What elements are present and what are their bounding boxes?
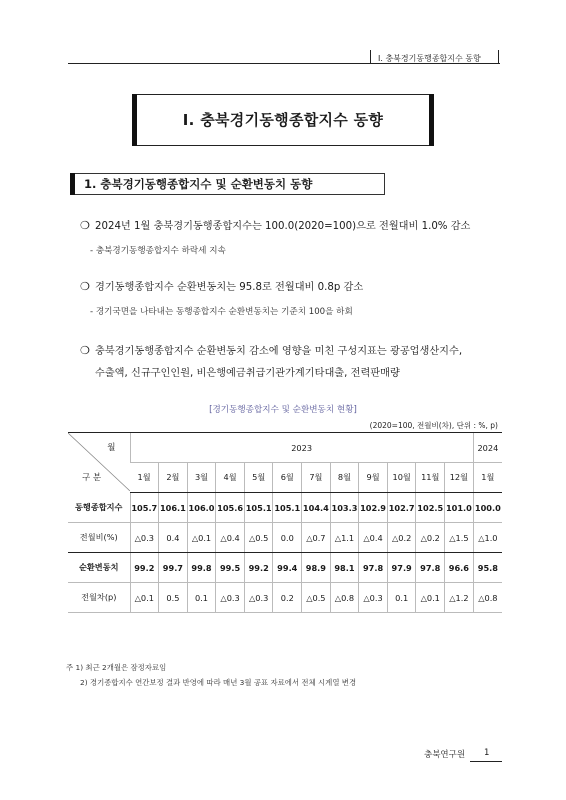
table-cell: △0.4 — [359, 523, 388, 553]
table-row — [68, 493, 502, 523]
bullet-2 — [80, 278, 363, 293]
table-row — [68, 523, 502, 553]
month-header-row — [68, 463, 502, 493]
row-label: 전월비(%) — [68, 523, 130, 553]
table-cell: 101.0 — [445, 493, 474, 523]
month-header: 11월 — [416, 463, 445, 493]
table-cell: △0.5 — [244, 523, 273, 553]
table-cell: △0.8 — [330, 583, 359, 613]
bullet-3-cont: 수출액, 신규구인인원, 비은행예금취급기관가계기타대출, 전력판매량 — [95, 368, 400, 379]
header-rule — [68, 63, 500, 64]
month-header: 1월 — [130, 463, 159, 493]
table-body — [68, 493, 502, 613]
footer-org: 충북연구원 — [424, 750, 466, 760]
note-1: 주 1) 최근 2개월은 잠정자료임 — [66, 663, 167, 672]
table-cell: 99.2 — [244, 553, 273, 583]
month-header: 1월 — [473, 463, 502, 493]
table-cell: 0.5 — [159, 583, 188, 613]
table-cell: △1.1 — [330, 523, 359, 553]
table-cell: 105.1 — [273, 493, 302, 523]
year-header-2024: 2024 — [473, 433, 502, 463]
running-title: Ⅰ. 충북경기동행종합지수 동향 — [378, 54, 481, 63]
month-header: 7월 — [302, 463, 331, 493]
table-cell: 99.2 — [130, 553, 159, 583]
month-header: 4월 — [216, 463, 245, 493]
table-cell: 0.0 — [273, 523, 302, 553]
table-cell: △0.3 — [244, 583, 273, 613]
table-cell: △0.8 — [473, 583, 502, 613]
table-cell: 102.5 — [416, 493, 445, 523]
bullet-3 — [80, 342, 462, 357]
month-header: 12월 — [445, 463, 474, 493]
table-cell: △0.3 — [130, 523, 159, 553]
table-cell: △0.3 — [216, 583, 245, 613]
table-cell: 95.8 — [473, 553, 502, 583]
table-cell: △0.2 — [387, 523, 416, 553]
section-heading: 1. 충북경기동행종합지수 및 순환변동치 동향 — [84, 177, 313, 191]
month-header: 8월 — [330, 463, 359, 493]
year-header-2023: 2023 — [130, 433, 473, 463]
bullet-text: 경기동행종합지수 순환변동치는 95.8로 전월대비 0.8p 감소 — [95, 282, 364, 293]
row-label: 순환변동치 — [68, 553, 130, 583]
table-cell: △0.7 — [302, 523, 331, 553]
table-corner-cell — [68, 433, 130, 493]
table-cell: △0.4 — [216, 523, 245, 553]
bullet-marker: ❍ — [80, 280, 90, 293]
table-cell: 106.1 — [159, 493, 188, 523]
month-header: 9월 — [359, 463, 388, 493]
table-cell: 102.7 — [387, 493, 416, 523]
header-divider-left — [370, 50, 371, 64]
table-cell: 97.8 — [359, 553, 388, 583]
table-cell: 105.1 — [244, 493, 273, 523]
table-cell: 99.8 — [187, 553, 216, 583]
table-cell: △0.1 — [187, 523, 216, 553]
table-row — [68, 583, 502, 613]
table-cell: △0.1 — [416, 583, 445, 613]
corner-category-label: 구 분 — [82, 472, 102, 483]
table-cell: 105.7 — [130, 493, 159, 523]
month-header: 10월 — [387, 463, 416, 493]
bullet-text: 충북경기동행종합지수 순환변동치 감소에 영향을 미친 구성지표는 광공업생산지수, — [95, 346, 463, 357]
row-label: 전월차(p) — [68, 583, 130, 613]
table-cell: 0.1 — [187, 583, 216, 613]
table-cell: △1.0 — [473, 523, 502, 553]
table-unit: (2020=100, 전월비(차), 단위 : %, p) — [369, 421, 498, 430]
table-cell: △1.5 — [445, 523, 474, 553]
table-cell: △0.5 — [302, 583, 331, 613]
table-cell: 102.9 — [359, 493, 388, 523]
table-cell: 97.9 — [387, 553, 416, 583]
table-cell: △0.3 — [359, 583, 388, 613]
month-header: 6월 — [273, 463, 302, 493]
bullet-1-sub: - 충북경기동행종합지수 하락세 지속 — [90, 246, 226, 256]
table-cell: 105.6 — [216, 493, 245, 523]
header-divider-right — [498, 50, 499, 64]
table-cell: △0.1 — [130, 583, 159, 613]
table-cell: 106.0 — [187, 493, 216, 523]
table-cell: △1.2 — [445, 583, 474, 613]
table-cell: △0.2 — [416, 523, 445, 553]
table-cell: 96.6 — [445, 553, 474, 583]
table-cell: 103.3 — [330, 493, 359, 523]
page-number: 1 — [484, 748, 490, 758]
table-cell: 98.9 — [302, 553, 331, 583]
note-2: 2) 경기종합지수 연간보정 결과 반영에 따라 매년 3월 공표 자료에서 전체 시계열 변경 — [80, 678, 357, 687]
footer-rule — [470, 761, 502, 762]
table-cell: 0.1 — [387, 583, 416, 613]
month-header: 3월 — [187, 463, 216, 493]
table-cell: 97.8 — [416, 553, 445, 583]
bullet-text: 2024년 1월 충북경기동행종합지수는 100.0(2020=100)으로 전월대비 1.0% 감소 — [95, 221, 471, 232]
month-header: 2월 — [159, 463, 188, 493]
bullet-1 — [80, 217, 470, 232]
corner-month-label: 월 — [107, 443, 116, 453]
page-title: Ⅰ. 충북경기동행종합지수 동향 — [182, 111, 384, 129]
table-row — [68, 553, 502, 583]
table-cell: 0.4 — [159, 523, 188, 553]
section-heading-bar — [70, 173, 75, 195]
table-cell: 99.5 — [216, 553, 245, 583]
table-cell: 99.7 — [159, 553, 188, 583]
month-header: 5월 — [244, 463, 273, 493]
table-cell: 98.1 — [330, 553, 359, 583]
table-cell: 100.0 — [473, 493, 502, 523]
row-label: 동행종합지수 — [68, 493, 130, 523]
table-cell: 0.2 — [273, 583, 302, 613]
bullet-marker: ❍ — [80, 344, 90, 357]
table-cell: 99.4 — [273, 553, 302, 583]
bullet-marker: ❍ — [80, 219, 90, 232]
bullet-2-sub: - 경기국면을 나타내는 동행종합지수 순환변동치는 기준치 100을 하회 — [90, 307, 353, 317]
table-caption: [경기동행종합지수 및 순환변동치 현황] — [209, 405, 357, 415]
index-table — [68, 432, 502, 613]
table-cell: 104.4 — [302, 493, 331, 523]
